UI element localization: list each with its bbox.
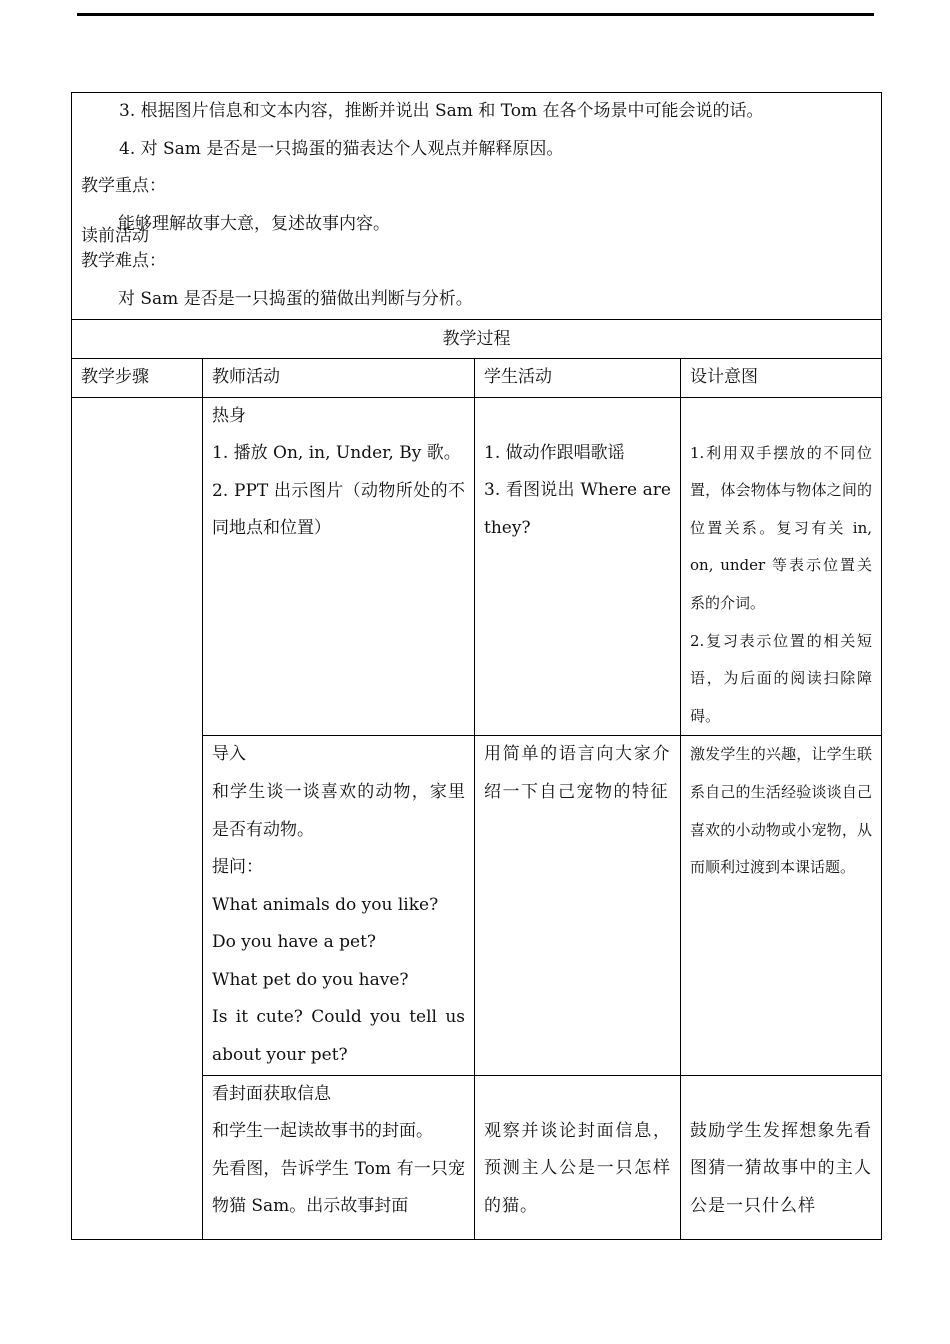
key-point-text: 能够理解故事大意，复述故事内容。	[118, 213, 390, 234]
difficulty-text: 对 Sam 是否是一只捣蛋的猫做出判断与分析。	[118, 288, 473, 309]
teacher-cell-intro	[203, 736, 475, 1075]
intent-cell-cover	[681, 1075, 882, 1239]
intent-cell-warmup	[681, 397, 882, 736]
process-title-row	[72, 319, 882, 358]
teacher-text: 和学生谈一谈喜欢的动物，家里是否有动物。	[212, 781, 465, 840]
col-header-step: 教学步骤	[72, 358, 203, 397]
col-header-student: 学生活动	[475, 358, 681, 397]
objectives-row	[72, 93, 882, 320]
student-cell-warmup	[475, 397, 681, 736]
teacher-text: 提问：	[212, 857, 263, 878]
teacher-heading: 看封面获取信息	[212, 1083, 331, 1104]
objective-3: 3. 根据图片信息和文本内容，推断并说出 Sam 和 Tom 在各个场景中可能会说的话。	[119, 101, 764, 121]
student-cell-intro	[475, 736, 681, 1075]
teacher-text: 2. PPT 出示图片（动物所处的不同地点和位置）	[212, 480, 465, 539]
teacher-text: 先看图，告诉学生 Tom 有一只宠物猫 Sam。出示故事封面	[212, 1158, 465, 1217]
table-row-warmup	[72, 397, 882, 736]
teacher-cell-cover	[203, 1075, 475, 1239]
intent-cell-intro	[681, 736, 882, 1075]
student-text: 观察并谈论封面信息，预测主人公是一只怎样的猫。	[484, 1120, 671, 1216]
col-header-teacher: 教师活动	[203, 358, 475, 397]
teacher-text: What pet do you have?	[212, 969, 409, 990]
student-text: 用简单的语言向大家介绍一下自己宠物的特征	[484, 744, 671, 802]
step-label: 读前活动	[81, 225, 149, 246]
student-text: 3. 看图说出 Where are they?	[484, 480, 671, 538]
teacher-heading: 热身	[212, 405, 246, 426]
process-title: 教学过程	[72, 319, 882, 358]
header-rule	[77, 13, 874, 16]
objective-4: 4. 对 Sam 是否是一只捣蛋的猫表达个人观点并解释原因。	[119, 138, 564, 159]
student-cell-cover	[475, 1075, 681, 1239]
difficulty-label: 教学难点：	[81, 251, 166, 272]
teacher-text: 1. 播放 On, in, Under, By 歌。	[212, 443, 461, 464]
teacher-text: 和学生一起读故事书的封面。	[212, 1121, 433, 1142]
teacher-text: Is it cute? Could you tell us about your pet?	[212, 1007, 465, 1066]
teacher-heading: 导入	[212, 744, 246, 765]
lesson-plan-table	[71, 92, 882, 1240]
intent-text: 激发学生的兴趣，让学生联系自己的生活经验谈谈自己喜欢的小动物或小宠物，从而顺利过渡到本课话题。	[690, 745, 873, 877]
teacher-cell-warmup	[203, 397, 475, 736]
intent-text: 鼓励学生发挥想象先看图猜一猜故事中的主人公是一只什么样	[690, 1120, 873, 1216]
teacher-text: Do you have a pet?	[212, 932, 377, 953]
col-header-intent: 设计意图	[681, 358, 882, 397]
intent-text: 1.利用双手摆放的不同位置，体会物体与物体之间的位置关系。复习有关 in, on, under 等表示位置关系的介词。	[690, 443, 873, 612]
intent-text: 2.复习表示位置的相关短语，为后面的阅读扫除障碍。	[690, 631, 873, 725]
key-point-label: 教学重点：	[81, 176, 166, 197]
header-row	[72, 358, 882, 397]
student-text: 1. 做动作跟唱歌谣	[484, 442, 625, 463]
teacher-text: What animals do you like?	[212, 894, 439, 915]
